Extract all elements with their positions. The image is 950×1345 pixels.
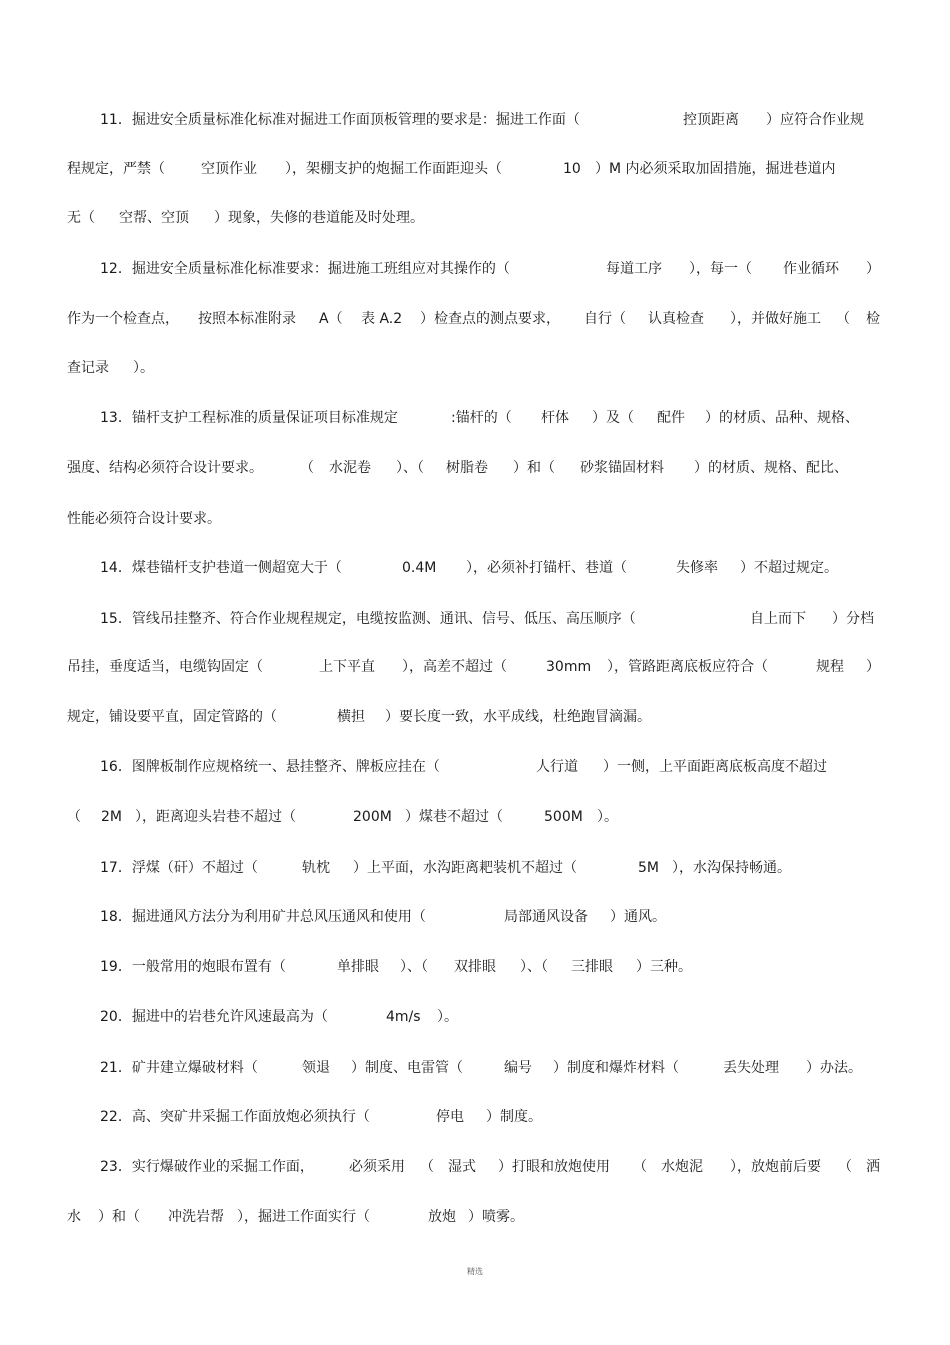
text-segment: ）一侧，上平面距离底板高度不超过 bbox=[603, 759, 827, 775]
answer-text: 查记录 bbox=[67, 360, 109, 376]
answer-text: 配件 bbox=[657, 410, 685, 426]
text-segment: ）。 bbox=[133, 360, 154, 376]
text-line bbox=[0, 556, 950, 580]
answer-text: 空帮、空顶 bbox=[119, 210, 189, 226]
text-segment: ），必须补打锚杆、巷道（ bbox=[466, 560, 627, 576]
answer-text: 自上而下 bbox=[750, 611, 806, 627]
text-segment: 程规定，严禁（ bbox=[67, 161, 165, 177]
text-segment: ）应符合作业规 bbox=[766, 112, 864, 128]
text-segment: ）上平面，水沟距离耙装机不超过（ bbox=[353, 860, 577, 876]
answer-text: 砂浆锚固材料 bbox=[580, 460, 664, 476]
text-segment: ）制度。 bbox=[486, 1109, 542, 1125]
answer-text: 水泥卷 bbox=[329, 460, 371, 476]
text-segment: （ bbox=[67, 809, 81, 825]
answer-text: 冲洗岩帮 bbox=[168, 1209, 224, 1225]
text-segment: （ bbox=[300, 460, 314, 476]
text-line bbox=[0, 108, 950, 132]
text-segment: ）M 内必须采取加固措施，掘进巷道内 bbox=[595, 161, 836, 177]
text-line bbox=[0, 1205, 950, 1229]
text-line bbox=[0, 1105, 950, 1129]
text-segment: ）检查点的测点要求， bbox=[420, 311, 560, 327]
text-segment: ）分档 bbox=[832, 611, 874, 627]
text-line bbox=[0, 1155, 950, 1179]
text-line bbox=[0, 307, 950, 331]
text-line bbox=[0, 406, 950, 430]
text-segment: 自行（ bbox=[584, 311, 626, 327]
answer-text: 领退 bbox=[302, 1060, 330, 1076]
text-segment: ），管路距离底板应符合（ bbox=[607, 659, 768, 675]
text-segment: 11．掘进安全质量标准化标准对掘进工作面顶板管理的要求是：掘进工作面（ bbox=[100, 112, 580, 128]
text-segment: ），每一（ bbox=[689, 261, 752, 277]
text-line bbox=[0, 1005, 950, 1029]
text-line bbox=[0, 206, 950, 230]
text-segment: ）打眼和放炮使用 bbox=[498, 1159, 610, 1175]
text-line bbox=[0, 705, 950, 729]
text-segment: 规定，铺设要平直，固定管路的（ bbox=[67, 709, 277, 725]
answer-text: 4m/s bbox=[386, 1009, 421, 1025]
text-segment: 按照本标准附录 bbox=[198, 311, 296, 327]
text-segment: 13．锚杆支护工程标准的质量保证项目标准规定 bbox=[100, 410, 398, 426]
text-segment: ）和（ bbox=[513, 460, 555, 476]
answer-text: 停电 bbox=[436, 1109, 464, 1125]
text-segment: A（ bbox=[319, 311, 343, 327]
text-segment: ），掘进工作面实行（ bbox=[237, 1209, 370, 1225]
answer-text: 控顶距离 bbox=[683, 112, 739, 128]
text-segment: 19．一般常用的炮眼布置有（ bbox=[100, 959, 286, 975]
text-segment: （ bbox=[420, 1159, 434, 1175]
answer-text: 作业循环 bbox=[783, 261, 839, 277]
text-segment: 15．管线吊挂整齐、符合作业规程规定，电缆按监测、通讯、信号、低压、高压顺序（ bbox=[100, 611, 636, 627]
answer-text: 树脂卷 bbox=[446, 460, 488, 476]
answer-text: 横担 bbox=[337, 709, 365, 725]
answer-text: 局部通风设备 bbox=[504, 909, 588, 925]
text-segment: ），水沟保持畅通。 bbox=[672, 860, 791, 876]
text-segment: 12．掘进安全质量标准化标准要求：掘进施工班组应对其操作的（ bbox=[100, 261, 510, 277]
answer-text: 空顶作业 bbox=[201, 161, 257, 177]
answer-text: 轨枕 bbox=[302, 860, 330, 876]
text-line bbox=[0, 856, 950, 880]
answer-text: 放炮 bbox=[428, 1209, 456, 1225]
text-segment: 14．煤巷锚杆支护巷道一侧超宽大于（ bbox=[100, 560, 342, 576]
text-line bbox=[0, 805, 950, 829]
answer-text: 每道工序 bbox=[606, 261, 662, 277]
answer-text: 200M bbox=[353, 809, 392, 825]
text-segment: 吊挂，垂度适当，电缆钩固定（ bbox=[67, 659, 263, 675]
text-line bbox=[0, 1056, 950, 1080]
text-segment: 作为一个检查点， bbox=[67, 311, 179, 327]
text-segment: ） bbox=[866, 261, 880, 277]
text-segment: （ bbox=[633, 1159, 647, 1175]
answer-text: 三排眼 bbox=[571, 959, 613, 975]
answer-text: 认真检查 bbox=[648, 311, 704, 327]
text-segment: 18．掘进通风方法分为利用矿井总风压通风和使用（ bbox=[100, 909, 426, 925]
text-segment: ）及（ bbox=[592, 410, 634, 426]
text-segment: 21．矿井建立爆破材料（ bbox=[100, 1060, 258, 1076]
text-line bbox=[0, 356, 950, 380]
answer-text: 2M bbox=[101, 809, 122, 825]
text-segment: （ bbox=[836, 311, 850, 327]
answer-text: 0.4M bbox=[402, 560, 437, 576]
text-segment: 23．实行爆破作业的采掘工作面， bbox=[100, 1159, 314, 1175]
answer-text: 丢失处理 bbox=[723, 1060, 779, 1076]
text-line bbox=[0, 955, 950, 979]
text-segment: （ bbox=[838, 1159, 852, 1175]
answer-text: 500M bbox=[544, 809, 583, 825]
text-segment: 必须采用 bbox=[349, 1159, 405, 1175]
text-line bbox=[0, 157, 950, 181]
text-segment: ）、（ bbox=[400, 959, 428, 975]
text-segment: 无（ bbox=[67, 210, 95, 226]
answer-text: 检 bbox=[866, 311, 880, 327]
text-segment: 性能必须符合设计要求。 bbox=[67, 511, 221, 527]
text-segment: 20．掘进中的岩巷允许风速最高为（ bbox=[100, 1009, 328, 1025]
answer-text: 30mm bbox=[546, 659, 592, 675]
text-segment: ）的材质、规格、配比、 bbox=[694, 460, 848, 476]
answer-text: 湿式 bbox=[448, 1159, 476, 1175]
answer-text: 双排眼 bbox=[454, 959, 496, 975]
text-segment: ）煤巷不超过（ bbox=[405, 809, 503, 825]
text-segment: ）制度和爆炸材料（ bbox=[553, 1060, 679, 1076]
page-footer: 精选 bbox=[467, 1267, 483, 1276]
text-segment: ）。 bbox=[597, 809, 618, 825]
text-segment: 22．高、突矿井采掘工作面放炮必须执行（ bbox=[100, 1109, 370, 1125]
answer-text: 5M bbox=[638, 860, 659, 876]
text-segment: ）喷雾。 bbox=[468, 1209, 524, 1225]
text-segment: :锚杆的（ bbox=[451, 410, 512, 426]
answer-text: 洒 bbox=[866, 1159, 880, 1175]
answer-text: 失修率 bbox=[676, 560, 718, 576]
text-segment: ）要长度一致，水平成线，杜绝跑冒滴漏。 bbox=[385, 709, 651, 725]
text-segment: ）、（ bbox=[520, 959, 548, 975]
text-line bbox=[0, 655, 950, 679]
text-line bbox=[0, 456, 950, 480]
answer-text: 表 A.2 bbox=[361, 311, 403, 327]
text-segment: 16．图牌板制作应规格统一、悬挂整齐、牌板应挂在（ bbox=[100, 759, 440, 775]
text-segment: 17．浮煤（矸）不超过（ bbox=[100, 860, 258, 876]
text-segment: ） bbox=[866, 659, 880, 675]
text-line bbox=[0, 257, 950, 281]
answer-text: 单排眼 bbox=[337, 959, 379, 975]
answer-text: 人行道 bbox=[536, 759, 578, 775]
text-segment: ）。 bbox=[437, 1009, 458, 1025]
answer-text: 规程 bbox=[816, 659, 844, 675]
text-segment: ），高差不超过（ bbox=[402, 659, 507, 675]
text-segment: ）三种。 bbox=[636, 959, 692, 975]
text-segment: ）、（ bbox=[396, 460, 424, 476]
text-segment: ）的材质、品种、规格、 bbox=[705, 410, 859, 426]
text-line bbox=[0, 755, 950, 779]
text-segment: 强度、结构必须符合设计要求。 bbox=[67, 460, 263, 476]
text-segment: ），放炮前后要 bbox=[730, 1159, 821, 1175]
text-segment: ），距离迎头岩巷不超过（ bbox=[135, 809, 296, 825]
answer-text: 杆体 bbox=[541, 410, 569, 426]
answer-text: 编号 bbox=[504, 1060, 532, 1076]
answer-text: 上下平直 bbox=[319, 659, 375, 675]
text-segment: ）通风。 bbox=[610, 909, 666, 925]
text-segment: ）不超过规定。 bbox=[740, 560, 838, 576]
text-segment: ）现象，失修的巷道能及时处理。 bbox=[214, 210, 424, 226]
text-segment: ），架棚支护的炮掘工作面距迎头（ bbox=[285, 161, 502, 177]
answer-text: 水 bbox=[67, 1209, 81, 1225]
answer-text: 10 bbox=[563, 161, 581, 177]
text-segment: ），并做好施工 bbox=[730, 311, 821, 327]
text-line bbox=[0, 905, 950, 929]
answer-text: 水炮泥 bbox=[661, 1159, 703, 1175]
text-segment: ）办法。 bbox=[806, 1060, 862, 1076]
text-segment: ）和（ bbox=[98, 1209, 140, 1225]
text-segment: ）制度、电雷管（ bbox=[351, 1060, 463, 1076]
text-line bbox=[0, 607, 950, 631]
text-line bbox=[0, 507, 950, 531]
